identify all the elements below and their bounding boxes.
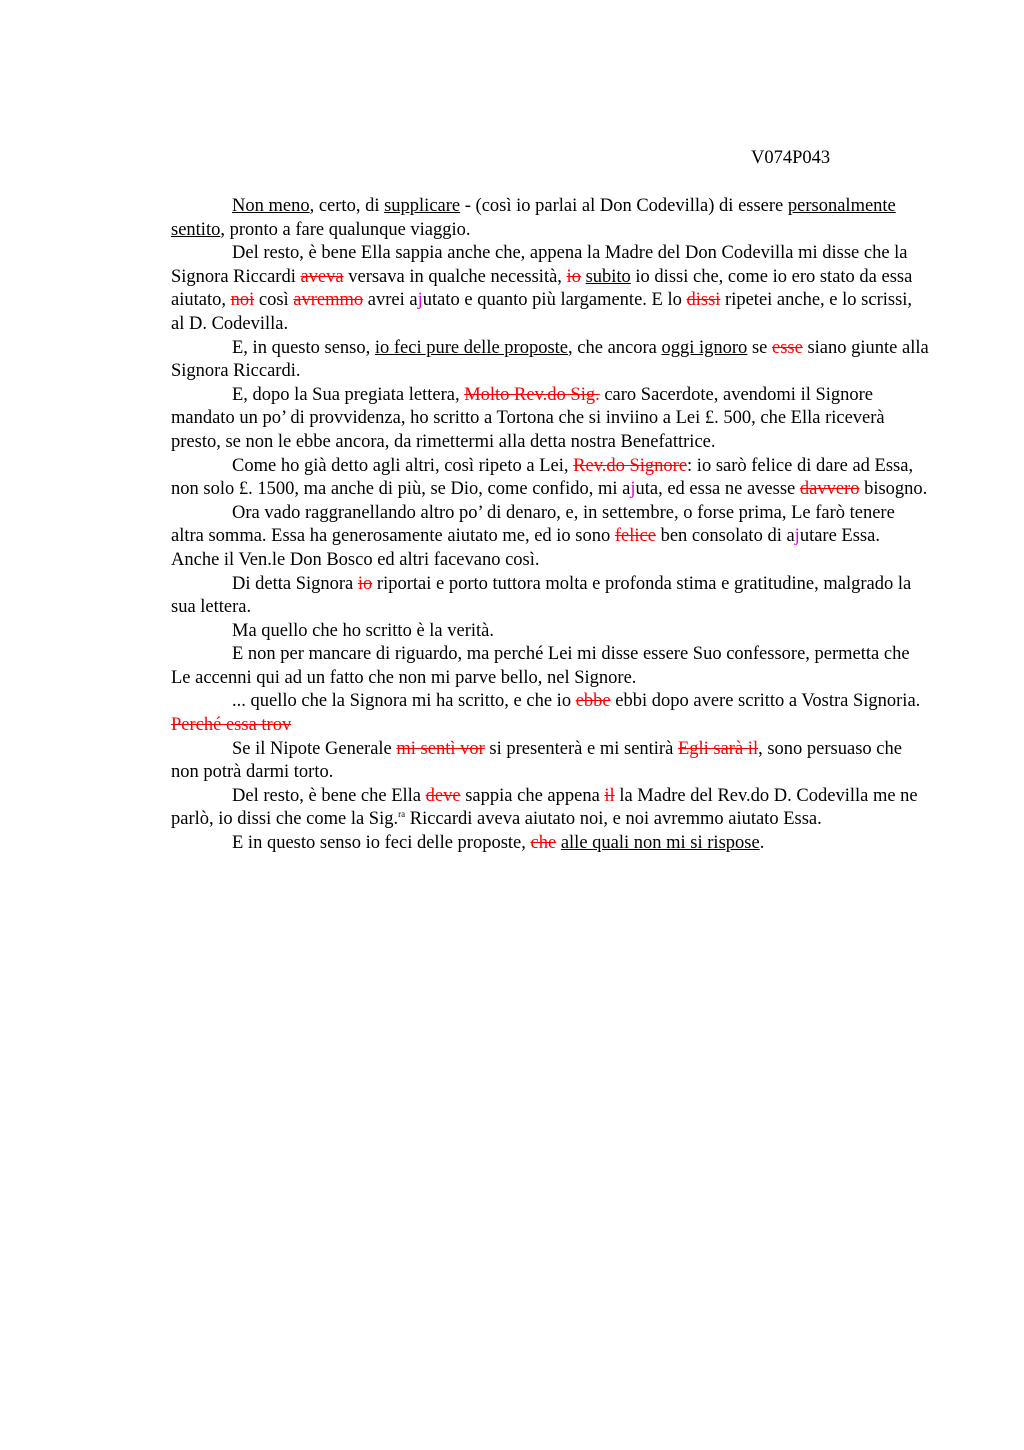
struck-deletion: Egli sarà il bbox=[677, 738, 759, 759]
page-identifier: V074P043 bbox=[751, 148, 831, 168]
text-run: avrei a bbox=[363, 290, 418, 311]
text-run: Del resto, è bene Ella sappia anche che, appena la Madre del Don Codevilla mi disse che la Signora Riccardi bbox=[171, 243, 908, 287]
text-run: ebbi dopo avere scritto a Vostra Signoria. bbox=[610, 691, 921, 712]
underlined-text: oggi ignoro bbox=[661, 337, 748, 358]
struck-deletion: Rev.do Signore bbox=[573, 455, 688, 476]
struck-deletion: noi bbox=[230, 290, 255, 311]
underlined-text: Non meno bbox=[232, 196, 310, 216]
paragraph bbox=[171, 573, 929, 620]
paragraph bbox=[171, 690, 929, 737]
letter-body bbox=[171, 195, 929, 856]
text-run: la Madre del Rev.do D. Codevilla me ne parlò, io dissi che come la Sig. bbox=[171, 785, 918, 830]
text-run: siano giunte alla Signora Riccardi. bbox=[171, 337, 929, 382]
struck-deletion: Perché essa trov bbox=[171, 715, 292, 736]
text-run: io dissi che, come io ero stato da essa aiutato, bbox=[171, 266, 913, 311]
text-run: , certo, di bbox=[309, 196, 385, 216]
struck-deletion: deve bbox=[425, 785, 461, 806]
text-run: bisogno. bbox=[859, 479, 928, 500]
text-run: Come ho già detto agli altri, così ripeto a Lei, bbox=[232, 455, 574, 476]
text-run: utato e quanto più largamente. E lo bbox=[422, 290, 687, 311]
text-run: , pronto a fare qualunque viaggio. bbox=[220, 219, 471, 240]
struck-deletion: mi sentì vor bbox=[396, 738, 485, 759]
underlined-text: subito bbox=[585, 266, 631, 287]
text-run: : io sarò felice di dare ad Essa, non solo £. 1500, ma anche di più, se Dio, come confido, mi a bbox=[171, 455, 914, 500]
struck-deletion: che bbox=[530, 833, 557, 854]
struck-deletion: felice bbox=[614, 526, 656, 547]
paragraph bbox=[171, 455, 929, 502]
struck-deletion: io bbox=[566, 266, 581, 287]
struck-deletion: io bbox=[357, 573, 373, 594]
text-run: Riccardi aveva aiutato noi, e noi avremmo aiutato Essa. bbox=[405, 809, 822, 830]
paragraph bbox=[171, 643, 929, 690]
underlined-text: supplicare bbox=[384, 196, 461, 216]
superscript-abbreviation: ra bbox=[398, 809, 406, 820]
text-run: E in questo senso io feci delle proposte, bbox=[232, 833, 531, 854]
paragraph bbox=[171, 785, 929, 832]
paragraph bbox=[171, 195, 929, 242]
struck-deletion: il bbox=[604, 785, 615, 806]
paragraph bbox=[171, 502, 929, 573]
struck-deletion: ebbe bbox=[575, 691, 611, 712]
text-run: ... quello che la Signora mi ha scritto, e che io bbox=[232, 691, 576, 712]
text-run: uta, ed essa ne avesse bbox=[635, 479, 800, 500]
underlined-text: io feci pure delle proposte bbox=[374, 337, 569, 358]
text-run: , che ancora bbox=[568, 337, 662, 358]
paragraph bbox=[171, 337, 929, 384]
paragraph bbox=[171, 832, 929, 856]
inserted-correction: j bbox=[794, 526, 800, 547]
struck-deletion: dissi bbox=[686, 290, 721, 311]
struck-deletion: esse bbox=[771, 337, 803, 358]
text-run: E, dopo la Sua pregiata lettera, bbox=[232, 384, 465, 405]
underlined-text: personalmente sentito bbox=[171, 196, 896, 240]
struck-deletion: Molto Rev.do Sig. bbox=[464, 384, 600, 405]
underlined-text: alle quali non mi si rispose bbox=[560, 833, 760, 854]
inserted-correction: j bbox=[417, 290, 423, 311]
text-run: E non per mancare di riguardo, ma perché Lei mi disse essere Suo confessore, permetta che Le accenni qui ad un fatto che non mi parve bello, nel Signore. bbox=[171, 644, 910, 688]
text-run: ben consolato di a bbox=[655, 526, 795, 547]
text-run: riportai e porto tuttora molta e profonda stima e gratitudine, malgrado la sua lettera. bbox=[171, 573, 912, 618]
text-run: sappia che appena bbox=[460, 785, 605, 806]
text-run: , sono persuaso che non potrà darmi torto. bbox=[171, 738, 902, 783]
struck-deletion: avremmo bbox=[293, 290, 364, 311]
text-run: . bbox=[759, 833, 765, 854]
text-run: ripetei anche, e lo scrissi, al D. Codevilla. bbox=[171, 290, 913, 334]
text-run: Se il Nipote Generale bbox=[232, 738, 397, 759]
text-run: Di detta Signora bbox=[232, 573, 358, 594]
text-run: utare Essa. Anche il Ven.le Don Bosco ed altri facevano così. bbox=[171, 526, 880, 570]
text-run: così bbox=[254, 290, 294, 311]
text-run: caro Sacerdote, avendomi il Signore mandato un po’ di provvidenza, ho scritto a Tortona che si inviino a Lei £. 500, che Ella riceverà presto, se non le ebbe ancora, da rimettermi alla detta nostra Benefattrice. bbox=[171, 384, 885, 452]
inserted-correction: j bbox=[630, 479, 636, 500]
text-run: versava in qualche necessità, bbox=[343, 266, 567, 287]
struck-deletion: davvero bbox=[799, 479, 860, 500]
text-run: Del resto, è bene che Ella bbox=[232, 785, 426, 806]
paragraph bbox=[171, 738, 929, 785]
text-run: E, in questo senso, bbox=[232, 337, 375, 358]
paragraph bbox=[171, 384, 929, 455]
text-run: - (così io parlai al Don Codevilla) di essere bbox=[460, 196, 788, 216]
paragraph bbox=[171, 242, 929, 336]
text-run: si presenterà e mi sentirà bbox=[484, 738, 678, 759]
text-run: se bbox=[747, 337, 772, 358]
struck-deletion: aveva bbox=[300, 266, 344, 287]
text-run: Ma quello che ho scritto è la verità. bbox=[232, 620, 494, 641]
paragraph bbox=[171, 620, 929, 644]
text-run: Ora vado raggranellando altro po’ di denaro, e, in settembre, o forse prima, Le farò tenere altra somma. Essa ha generosamente aiutato me, ed io sono bbox=[171, 502, 895, 547]
